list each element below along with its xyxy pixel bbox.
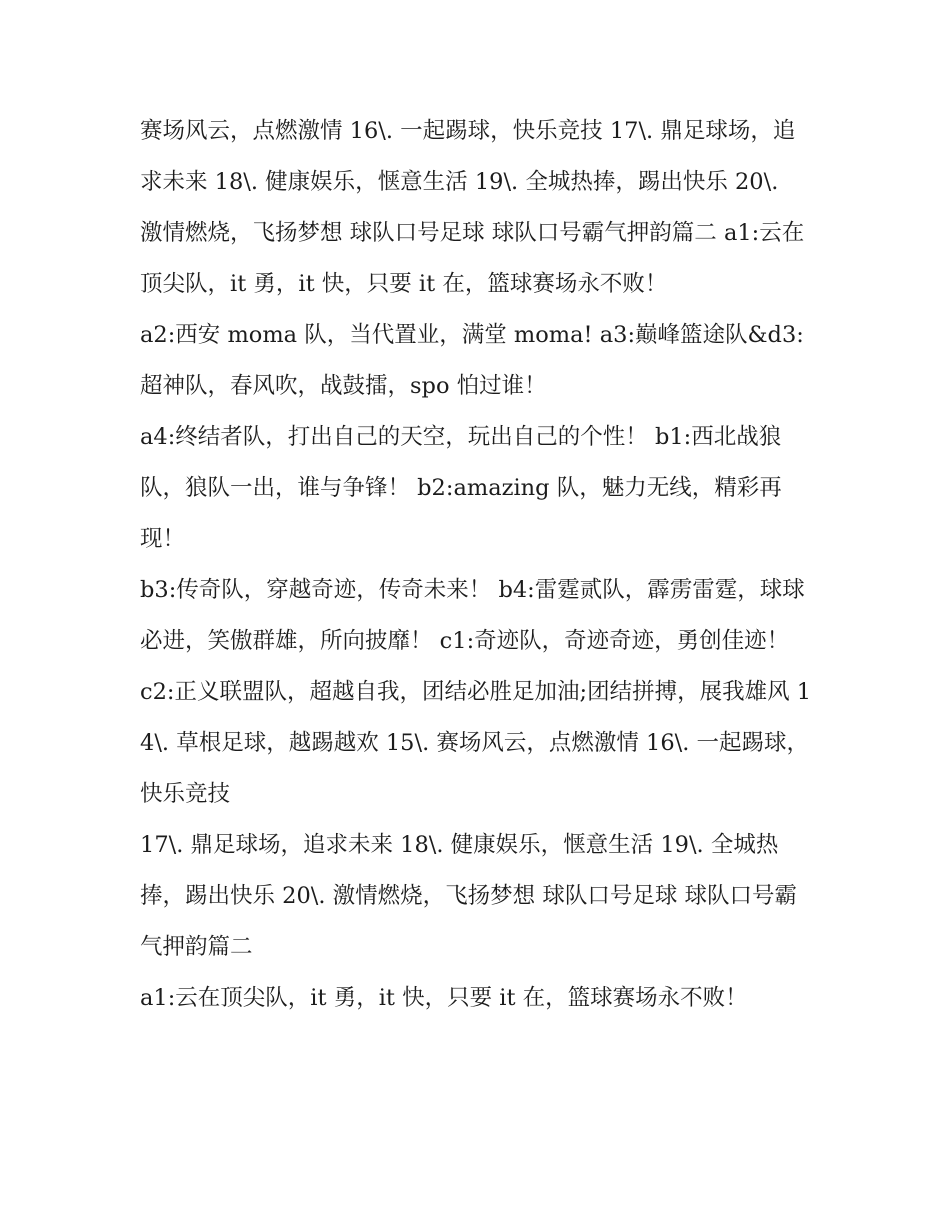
paragraph-3: a2:西安 moma 队，当代置业，满堂 moma! a3:巅峰篮途队&d3:超神队，春风吹，战鼓擂，spo 怕过谁！ (140, 322, 804, 399)
paragraph-8: a1:云在顶尖队，it 勇，it 快，只要 it 在，篮球赛场永不败！ (140, 985, 748, 1011)
paragraph-1: 赛场风云，点燃激情 16\. 一起踢球，快乐竞技 17\. 鼎足球场，追求未来 18\. 健康娱乐，惬意生活 19\. 全城热捧，踢出快乐 20\. (140, 118, 796, 195)
paragraph-2: 激情燃烧，飞扬梦想 球队口号足球 球队口号霸气押韵篇二 a1:云在顶尖队，it 勇，it 快，只要 it 在，篮球赛场永不败！ (140, 220, 805, 297)
paragraph-7: 17\. 鼎足球场，追求未来 18\. 健康娱乐，惬意生活 19\. 全城热捧，踢出快乐 20\. 激情燃烧，飞扬梦想 球队口号足球 球队口号霸气押韵篇二 (140, 832, 797, 960)
paragraph-6: c2:正义联盟队，超越自我，团结必胜足加油;团结拼搏，展我雄风 14\. 草根足球，越踢越欢 15\. 赛场风云，点燃激情 16\. 一起踢球，快乐竞技 (140, 679, 812, 807)
document-body (140, 106, 812, 1024)
paragraph-4: a4:终结者队，打出自己的天空，玩出自己的个性！ b1:西北战狼队，狼队一出，谁与争锋！ b2:amazing 队，魅力无线，精彩再现！ (140, 424, 782, 552)
paragraph-5: b3:传奇队，穿越奇迹，传奇未来！ b4:雷霆贰队，霹雳雷霆，球球必进，笑傲群雄，所向披靡！ c1:奇迹队，奇迹奇迹，勇创佳迹！ (140, 577, 805, 654)
